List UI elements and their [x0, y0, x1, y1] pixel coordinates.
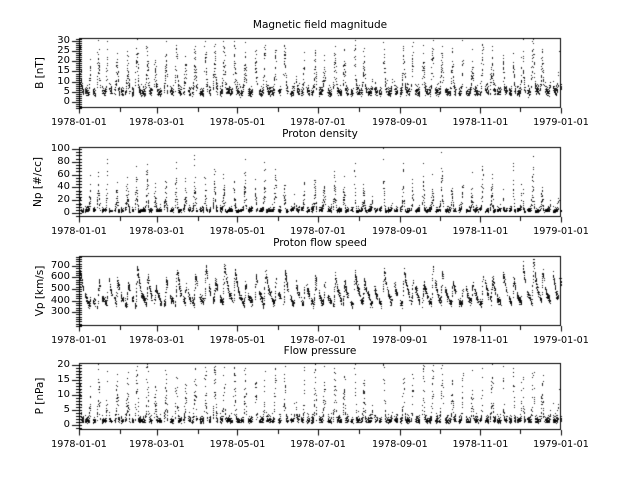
- x-tick-label: 1978-05-01: [209, 117, 266, 128]
- x-tick-label: 1978-01-01: [51, 335, 107, 346]
- y-tick-label: 10: [57, 75, 70, 87]
- y-tick-label: 40: [57, 181, 70, 193]
- y-tick-label: 25: [57, 45, 70, 57]
- x-tick-label: 1978-11-01: [452, 226, 509, 237]
- y-tick-label: 60: [57, 168, 70, 180]
- y-axis-label-p: P [nPa]: [34, 377, 46, 415]
- y-tick-label: 700: [50, 259, 70, 271]
- x-tick-label: 1978-03-01: [129, 117, 185, 128]
- panel-title-magnetic-field: Magnetic field magnitude: [252, 19, 388, 31]
- y-axis-label-b: B [nT]: [34, 57, 46, 89]
- x-tick-label: 1978-07-01: [290, 439, 346, 450]
- x-tick-label: 1978-01-01: [51, 226, 107, 237]
- y-tick-label: 20: [57, 55, 70, 67]
- y-tick-label: 300: [50, 306, 70, 318]
- y-tick-label: 20: [57, 359, 70, 371]
- x-tick-label: 1978-01-01: [51, 439, 107, 450]
- x-tick-label: 1978-11-01: [452, 117, 509, 128]
- y-tick-label: 500: [50, 283, 70, 295]
- y-tick-label: 20: [57, 194, 70, 206]
- x-tick-label: 1978-09-01: [372, 439, 428, 450]
- panel-title-proton-density: Proton density: [282, 128, 358, 140]
- y-tick-label: 5: [63, 403, 70, 415]
- x-tick-label: 1978-01-01: [51, 117, 107, 128]
- x-tick-label: 1979-01-01: [533, 335, 589, 346]
- x-tick-label: 1979-01-01: [533, 226, 589, 237]
- x-tick-label: 1978-05-01: [209, 335, 266, 346]
- x-tick-label: 1978-03-01: [129, 226, 185, 237]
- x-tick-label: 1978-05-01: [209, 226, 266, 237]
- y-tick-label: 0: [63, 95, 70, 107]
- y-tick-label: 0: [63, 418, 70, 430]
- y-tick-label: 600: [50, 271, 70, 283]
- x-tick-label: 1978-07-01: [290, 117, 346, 128]
- x-tick-label: 1978-11-01: [452, 335, 509, 346]
- y-tick-label: 15: [57, 65, 70, 77]
- y-tick-label: 80: [57, 155, 70, 167]
- x-tick-label: 1979-01-01: [533, 117, 589, 128]
- y-tick-label: 30: [57, 35, 70, 47]
- y-tick-label: 0: [63, 207, 70, 219]
- x-tick-label: 1978-09-01: [372, 226, 428, 237]
- x-tick-label: 1978-03-01: [129, 335, 185, 346]
- y-axis-label-np: Np [#/cc]: [32, 157, 44, 207]
- y-tick-label: 15: [57, 374, 70, 386]
- y-tick-label: 10: [57, 389, 70, 400]
- y-axis-label-vp: Vp [km/s]: [34, 265, 46, 317]
- y-tick-label: 100: [50, 142, 70, 154]
- x-tick-label: 1978-03-01: [129, 439, 185, 450]
- x-tick-label: 1978-09-01: [372, 335, 428, 346]
- panel-title-proton-flow-speed: Proton flow speed: [273, 237, 367, 249]
- x-tick-label: 1979-01-01: [533, 439, 589, 450]
- x-tick-label: 1978-05-01: [209, 439, 266, 450]
- x-tick-label: 1978-09-01: [372, 117, 428, 128]
- y-tick-label: 400: [50, 294, 70, 306]
- x-tick-label: 1978-07-01: [290, 226, 346, 237]
- panel-title-flow-pressure: Flow pressure: [283, 345, 357, 357]
- x-tick-label: 1978-11-01: [452, 439, 509, 450]
- y-tick-label: 5: [63, 85, 70, 97]
- x-tick-label: 1978-07-01: [290, 335, 346, 346]
